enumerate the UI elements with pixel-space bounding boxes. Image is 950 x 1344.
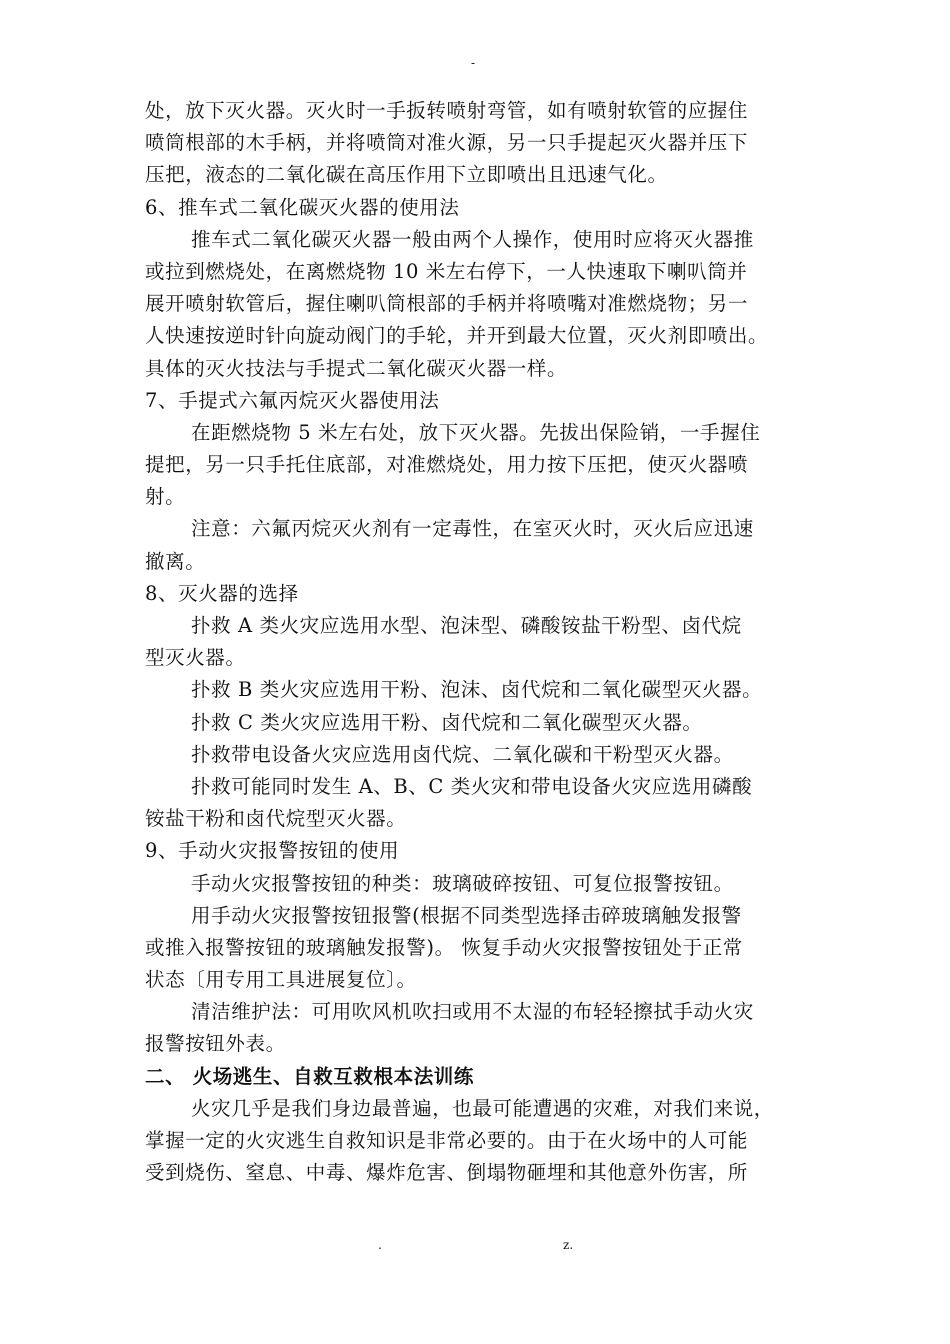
text-line: 手动火灾报警按钮的种类：玻璃破碎按钮、可复位报警按钮。 (191, 871, 734, 895)
page-footer-left: . (378, 1238, 382, 1252)
text-line: 掌握一定的火灾逃生自救知识是非常必要的。由于在火场中的人可能 (145, 1129, 749, 1152)
page-header-mark: - (471, 56, 476, 70)
text-line: 压把，液态的二氧化碳在高压作用下立即喷出且迅速气化。 (145, 163, 668, 187)
text-line: 状态〔用专用工具进展复位〕。 (145, 968, 417, 992)
text-line: 清洁维护法：可用吹风机吹扫或用不太湿的布轻轻擦拭手动火灾 (191, 1000, 754, 1024)
text-line: 扑救可能同时发生 A、B、C 类火灾和带电设备火灾应选用磷酸 (191, 774, 753, 798)
text-line: 8、灭火器的选择 (145, 581, 299, 605)
text-line: 具体的灭火技法与手提式二氧化碳灭火器一样。 (145, 356, 568, 380)
text-line: 射。 (145, 485, 186, 509)
text-line: 扑救 A 类火灾应选用水型、泡沫型、磷酸铵盐干粉型、卤代烷 (191, 614, 742, 637)
text-line: 在距燃烧物 5 米左右处，放下灭火器。先拔出保险销，一手握住 (191, 420, 761, 444)
text-line: 扑救带电设备火灾应选用卤代烷、二氧化碳和干粉型灭火器。 (191, 742, 734, 766)
text-line: 型灭火器。 (145, 646, 246, 670)
text-line: 7、手提式六氟丙烷灭火器使用法 (145, 388, 440, 412)
text-line: 铵盐干粉和卤代烷型灭火器。 (145, 807, 407, 831)
text-line: 喷筒根部的木手柄，并将喷筒对准火源，另一只手提起灭火器并压下 (145, 131, 749, 155)
text-line: 推车式二氧化碳灭火器一般由两个人操作，使用时应将灭火器推 (191, 227, 754, 251)
section-heading: 二、 火场逃生、自救互救根本法训练 (145, 1064, 474, 1088)
text-line: 注意：六氟丙烷灭火剂有一定毒性，在室灭火时，灭火后应迅速 (191, 517, 754, 541)
text-line: 展开喷射软管后，握住喇叭筒根部的手柄并将喷嘴对准燃烧物；另一 (145, 292, 749, 316)
text-line: 提把，另一只手托住底部，对准燃烧处，用力按下压把，使灭火器喷 (145, 453, 749, 477)
document-body (145, 95, 825, 1189)
text-line: 6、推车式二氧化碳灭火器的使用法 (145, 195, 460, 219)
text-line: 9、手动火灾报警按钮的使用 (145, 839, 400, 863)
page-footer-right: z. (563, 1238, 574, 1252)
text-line: 扑救 B 类火灾应选用干粉、泡沫、卤代烷和二氧化碳型灭火器。 (191, 678, 763, 702)
text-line: 或推入报警按钮的玻璃触发报警)。 恢复手动火灾报警按钮处于正常 (145, 935, 743, 959)
text-line: 火灾几乎是我们身边最普遍，也最可能遭遇的灾难，对我们来说， (191, 1096, 774, 1120)
text-line: 人快速按逆时针向旋动阀门的手轮，并开到最大位置，灭火剂即喷出。 (145, 324, 769, 348)
text-line: 报警按钮外表。 (145, 1032, 286, 1056)
text-line: 用手动火灾报警按钮报警(根据不同类型选择击碎玻璃触发报警 (191, 903, 742, 927)
text-line: 或拉到燃烧处，在离燃烧物 10 米左右停下，一人快速取下喇叭筒并 (145, 259, 748, 283)
text-line: 处，放下灭火器。灭火时一手扳转喷射弯管，如有喷射软管的应握住 (145, 99, 749, 122)
text-line: 撤离。 (145, 549, 206, 573)
text-line: 扑救 C 类火灾应选用干粉、卤代烷和二氧化碳型灭火器。 (191, 710, 703, 734)
text-line: 受到烧伤、窒息、中毒、爆炸危害、倒塌物砸埋和其他意外伤害，所 (145, 1161, 749, 1185)
